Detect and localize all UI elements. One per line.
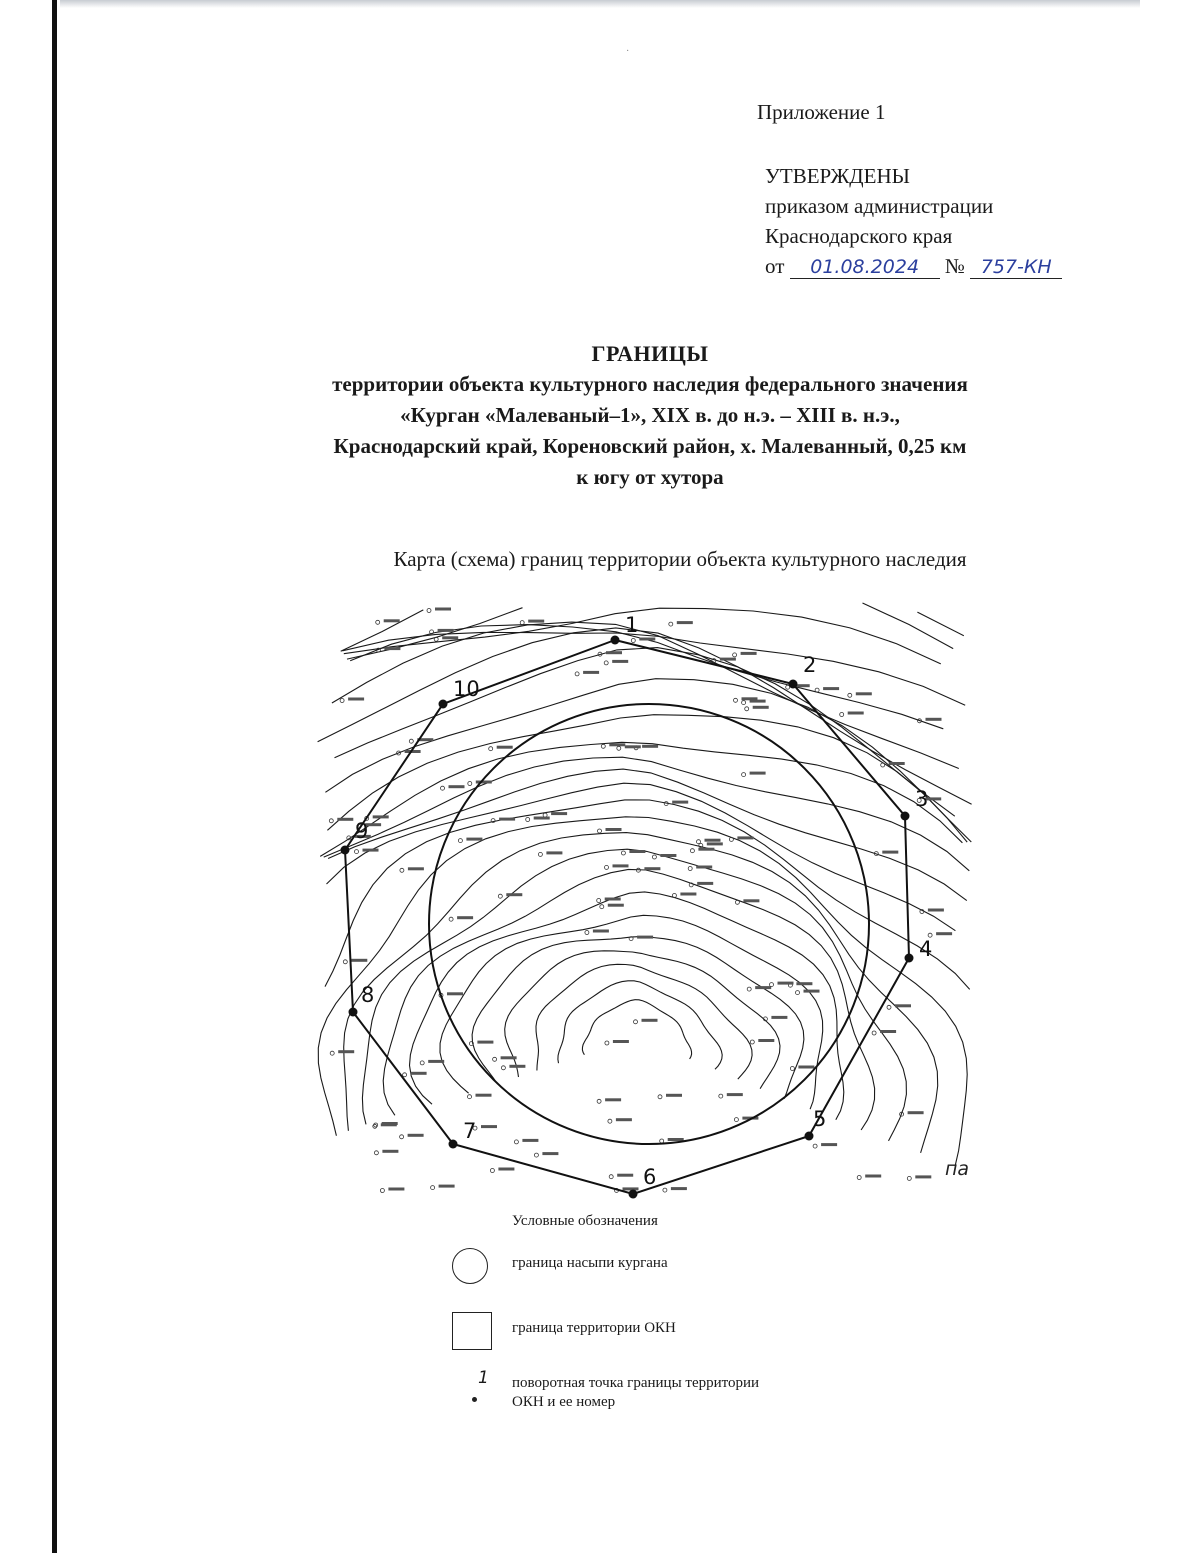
contour-line — [341, 610, 964, 651]
contour-line — [472, 937, 804, 1099]
title-line-3: «Курган «Малеваный–1», XIX в. до н.э. – XIII в. н.э., — [400, 403, 900, 427]
turning-point-5-dot — [805, 1132, 814, 1141]
spot-height-marker — [742, 773, 746, 777]
spot-height-tick — [697, 882, 713, 885]
title-line-4: Краснодарский край, Кореновский район, х. Малеванный, 0,25 км — [333, 434, 967, 458]
spot-height-marker — [660, 1139, 664, 1143]
spot-height-tick — [477, 1041, 493, 1044]
spot-height-tick — [698, 848, 714, 851]
spot-height-tick — [696, 866, 712, 869]
number-sign: № — [944, 254, 965, 278]
spot-height-marker — [688, 867, 692, 871]
spot-height-tick — [435, 608, 451, 611]
spot-height-tick — [408, 1134, 424, 1137]
spot-height-marker — [355, 850, 359, 854]
scan-speck: · — [626, 46, 630, 57]
spot-height-tick — [613, 864, 629, 867]
spot-height-marker — [697, 840, 701, 844]
spot-height-marker — [887, 1005, 891, 1009]
spot-height-tick — [438, 629, 454, 632]
turning-point-1-dot — [611, 636, 620, 645]
spot-height-tick — [865, 1175, 881, 1178]
spot-height-tick — [498, 1168, 514, 1171]
spot-height-tick — [605, 1098, 621, 1101]
spot-height-marker — [669, 622, 673, 626]
spot-height-marker — [468, 782, 472, 786]
spot-height-tick — [439, 1185, 455, 1188]
spot-height-marker — [449, 917, 453, 921]
title-main: ГРАНИЦЫ — [591, 341, 709, 366]
spot-height-marker — [493, 1057, 497, 1061]
approved-label: УТВЕРЖДЕНЫ — [765, 164, 910, 188]
map-caption: Карта (схема) границ территории объекта культурного наследия — [393, 547, 967, 571]
binding-edge — [52, 0, 57, 1553]
spot-height-marker — [534, 1153, 538, 1157]
spot-height-marker — [538, 852, 542, 856]
handwritten-date: 01.08.2024 — [810, 256, 920, 278]
spot-height-marker — [907, 1176, 911, 1180]
spot-height-tick — [750, 772, 766, 775]
territory-boundary-label: граница территории ОКН — [512, 1320, 676, 1336]
turning-point-2-dot — [789, 680, 798, 689]
spot-height-marker — [376, 620, 380, 624]
contour-lines — [318, 603, 972, 1166]
turning-point-10-label: 10 — [453, 677, 480, 701]
boundary-map — [315, 598, 975, 1214]
title-line-5: к югу от хутора — [576, 465, 724, 489]
spot-height-tick — [926, 718, 942, 721]
title-line-2: территории объекта культурного наследия федерального значения — [332, 372, 968, 396]
spot-height-tick — [856, 692, 872, 695]
spot-height-tick — [608, 904, 624, 907]
number-field — [970, 255, 1062, 279]
spot-height-marker — [380, 1189, 384, 1193]
spot-height-tick — [666, 1094, 682, 1097]
region-label: Краснодарского края — [765, 224, 953, 248]
spot-height-marker — [598, 829, 602, 833]
spot-height-marker — [329, 819, 333, 823]
spot-height-tick — [753, 706, 769, 709]
spot-height-tick — [727, 1093, 743, 1096]
spot-height-tick — [481, 1125, 497, 1128]
spot-height-marker — [431, 1186, 435, 1190]
spot-height-marker — [374, 1151, 378, 1155]
spot-height-tick — [466, 838, 482, 841]
turning-point-9-dot — [341, 846, 350, 855]
spot-height-marker — [501, 1066, 505, 1070]
spot-height-marker — [441, 786, 445, 790]
contour-line — [324, 757, 970, 871]
turning-point-label — [512, 1374, 759, 1412]
spot-height-marker — [585, 931, 589, 935]
point-dot-symbol — [472, 1397, 477, 1402]
spot-height-tick — [778, 982, 794, 985]
spot-height-tick — [798, 1066, 814, 1069]
turning-point-1-label: 1 — [625, 613, 639, 637]
spot-height-marker — [597, 899, 601, 903]
spot-height-tick — [705, 839, 721, 842]
territory-boundary-symbol — [452, 1312, 492, 1350]
spot-height-tick — [741, 652, 757, 655]
spot-height-tick — [613, 1040, 629, 1043]
turning-point-label-line-2: ОКН и ее номер — [512, 1394, 616, 1410]
spot-height-tick — [606, 651, 622, 654]
spot-height-marker — [526, 818, 530, 822]
spot-height-tick — [680, 893, 696, 896]
spot-height-marker — [605, 865, 609, 869]
spot-height-tick — [447, 992, 463, 995]
spot-height-tick — [476, 781, 492, 784]
spot-height-marker — [597, 1099, 601, 1103]
spot-height-marker — [490, 1169, 494, 1173]
mound-boundary-circle — [429, 704, 869, 1144]
spot-height-marker — [608, 1119, 612, 1123]
spot-height-tick — [737, 836, 753, 839]
spot-height-marker — [652, 855, 656, 859]
spot-height-tick — [672, 801, 688, 804]
spot-height-tick — [337, 818, 353, 821]
contour-line — [558, 981, 722, 1070]
order-date-line — [765, 251, 1062, 281]
spot-height-tick — [642, 745, 658, 748]
point-number-symbol: 1 — [478, 1368, 489, 1388]
spot-height-tick — [771, 1016, 787, 1019]
spot-height-marker — [458, 839, 462, 843]
spot-height-marker — [672, 894, 676, 898]
spot-height-marker — [734, 698, 738, 702]
scan-edge — [60, 0, 1140, 8]
spot-height-tick — [522, 1139, 538, 1142]
approval-stamp — [765, 161, 1062, 281]
spot-height-marker — [330, 1051, 334, 1055]
turning-point-4-dot — [905, 954, 914, 963]
spot-height-tick — [625, 745, 641, 748]
spot-height-tick — [707, 842, 723, 845]
spot-height-tick — [501, 1056, 517, 1059]
spot-height-tick — [411, 1072, 427, 1075]
spot-height-marker — [520, 621, 524, 625]
contour-line — [320, 742, 962, 856]
spot-height-marker — [848, 693, 852, 697]
spot-height-tick — [449, 785, 465, 788]
mound-boundary-symbol — [452, 1248, 488, 1284]
spot-height-tick — [880, 1030, 896, 1033]
spot-height-tick — [936, 932, 952, 935]
spot-height-marker — [601, 744, 605, 748]
map-legend — [440, 1208, 940, 1418]
spot-height-tick — [606, 828, 622, 831]
spot-height-marker — [733, 653, 737, 657]
spot-height-tick — [889, 762, 905, 765]
spot-height-marker — [400, 868, 404, 872]
spot-height-marker — [617, 746, 621, 750]
contour-line — [327, 783, 956, 931]
spot-height-marker — [872, 1031, 876, 1035]
spot-height-marker — [575, 672, 579, 676]
spot-height-marker — [600, 905, 604, 909]
spot-height-tick — [384, 619, 400, 622]
map-canvas — [315, 598, 975, 1214]
spot-height-tick — [796, 982, 812, 985]
contour-line — [410, 892, 844, 1120]
contour-line — [325, 800, 970, 990]
mound-boundary-label: граница насыпи кургана — [512, 1255, 668, 1271]
spot-height-tick — [758, 1039, 774, 1042]
spot-height-tick — [755, 986, 771, 989]
contour-line — [582, 1000, 691, 1059]
spot-height-tick — [348, 698, 364, 701]
spot-height-marker — [340, 699, 344, 703]
spot-height-marker — [719, 1094, 723, 1098]
turning-point-5-label: 5 — [813, 1107, 827, 1131]
spot-height-tick — [742, 697, 758, 700]
spot-height-tick — [442, 636, 458, 639]
spot-height-tick — [612, 660, 628, 663]
spot-height-tick — [804, 990, 820, 993]
spot-height-tick — [895, 1004, 911, 1007]
spot-height-marker — [468, 1095, 472, 1099]
spot-height-marker — [742, 701, 746, 705]
spot-height-tick — [720, 658, 736, 661]
spot-height-marker — [734, 1118, 738, 1122]
spot-height-marker — [514, 1140, 518, 1144]
spot-height-tick — [593, 930, 609, 933]
spot-height-tick — [388, 1188, 404, 1191]
spot-height-tick — [821, 1143, 837, 1146]
spot-height-tick — [509, 1065, 525, 1068]
spot-height-marker — [747, 987, 751, 991]
spot-height-tick — [644, 867, 660, 870]
spot-height-marker — [605, 1041, 609, 1045]
spot-height-tick — [373, 815, 389, 818]
turning-point-9-label: 9 — [355, 819, 369, 843]
contour-line — [344, 608, 941, 664]
spot-height-marker — [631, 639, 635, 643]
spot-height-marker — [420, 1061, 424, 1065]
spot-height-marker — [609, 1175, 613, 1179]
spot-height-marker — [343, 960, 347, 964]
spot-height-tick — [384, 647, 400, 650]
spot-height-marker — [813, 1144, 817, 1148]
contour-line — [335, 648, 955, 817]
spot-height-marker — [745, 707, 749, 711]
spot-height-tick — [408, 867, 424, 870]
spot-height-tick — [546, 851, 562, 854]
spot-height-tick — [928, 909, 944, 912]
spot-height-tick — [915, 1175, 931, 1178]
spot-height-tick — [499, 818, 515, 821]
spot-height-marker — [735, 900, 739, 904]
turning-point-3-label: 3 — [915, 787, 929, 811]
spot-height-marker — [409, 739, 413, 743]
spot-height-tick — [428, 1060, 444, 1063]
legend-title: Условные обозначения — [512, 1213, 658, 1229]
spot-height-tick — [609, 743, 625, 746]
date-prefix: от — [765, 254, 785, 278]
spot-height-marker — [790, 1067, 794, 1071]
spot-height-tick — [908, 1111, 924, 1114]
spot-height-tick — [476, 1094, 492, 1097]
spot-height-tick — [617, 1174, 633, 1177]
turning-point-7-label: 7 — [463, 1119, 477, 1143]
spot-height-tick — [639, 638, 655, 641]
spot-height-tick — [882, 851, 898, 854]
spot-height-marker — [400, 1135, 404, 1139]
spot-height-tick — [506, 893, 522, 896]
spot-height-tick — [528, 620, 544, 623]
spot-height-tick — [743, 899, 759, 902]
spot-height-marker — [489, 747, 493, 751]
spot-height-tick — [637, 936, 653, 939]
spot-height-tick — [351, 959, 367, 962]
spot-height-tick — [542, 1152, 558, 1155]
spot-height-marker — [750, 1040, 754, 1044]
spot-height-marker — [663, 1188, 667, 1192]
turning-point-8-dot — [349, 1008, 358, 1017]
spot-height-tick — [616, 1118, 632, 1121]
spot-height-marker — [621, 851, 625, 855]
spot-height-marker — [690, 849, 694, 853]
spot-height-tick — [823, 687, 839, 690]
spot-height-tick — [605, 898, 621, 901]
spot-height-tick — [629, 850, 645, 853]
spot-height-marker — [427, 609, 431, 613]
spot-height-tick — [660, 854, 676, 857]
order-label: приказом администрации — [765, 194, 994, 218]
spot-height-tick — [382, 1150, 398, 1153]
document-title — [180, 338, 1120, 493]
spot-height-marker — [857, 1176, 861, 1180]
turning-point-4-label: 4 — [919, 937, 933, 961]
spot-height-tick — [534, 817, 550, 820]
spot-height-tick — [668, 1138, 684, 1141]
spot-height-tick — [583, 671, 599, 674]
turning-point-label-line-1: поворотная точка границы территории — [512, 1375, 760, 1391]
spot-height-marker — [770, 983, 774, 987]
spot-height-marker — [634, 1020, 638, 1024]
contour-line — [383, 869, 874, 1130]
annex-label: Приложение 1 — [757, 100, 886, 124]
spot-height-marker — [403, 1073, 407, 1077]
turning-point-8-label: 8 — [361, 983, 375, 1007]
turning-point-3-dot — [901, 812, 910, 821]
date-field — [790, 255, 940, 279]
map-corner-text: па — [945, 1158, 970, 1180]
spot-height-tick — [848, 712, 864, 715]
turning-point-6-dot — [629, 1190, 638, 1199]
spot-height-tick — [623, 1187, 639, 1190]
spot-height-tick — [671, 1187, 687, 1190]
spot-height-marker — [658, 1095, 662, 1099]
spot-height-tick — [381, 1123, 397, 1126]
spot-height-marker — [498, 894, 502, 898]
spot-height-tick — [642, 1019, 658, 1022]
turning-point-2-label: 2 — [803, 653, 817, 677]
spot-height-marker — [604, 661, 608, 665]
spot-height-marker — [840, 713, 844, 717]
turning-point-7-dot — [449, 1140, 458, 1149]
spot-height-tick — [551, 812, 567, 815]
spot-height-tick — [457, 916, 473, 919]
spot-height-marker — [796, 991, 800, 995]
turning-point-6-label: 6 — [643, 1165, 657, 1189]
spot-height-marker — [373, 1124, 377, 1128]
spot-height-marker — [815, 688, 819, 692]
spot-height-tick — [363, 849, 379, 852]
handwritten-number: 757-КН — [980, 256, 1052, 278]
spot-height-tick — [497, 746, 513, 749]
spot-height-tick — [338, 1050, 354, 1053]
spot-height-tick — [677, 621, 693, 624]
spot-height-marker — [881, 763, 885, 767]
turning-point-10-dot — [439, 700, 448, 709]
